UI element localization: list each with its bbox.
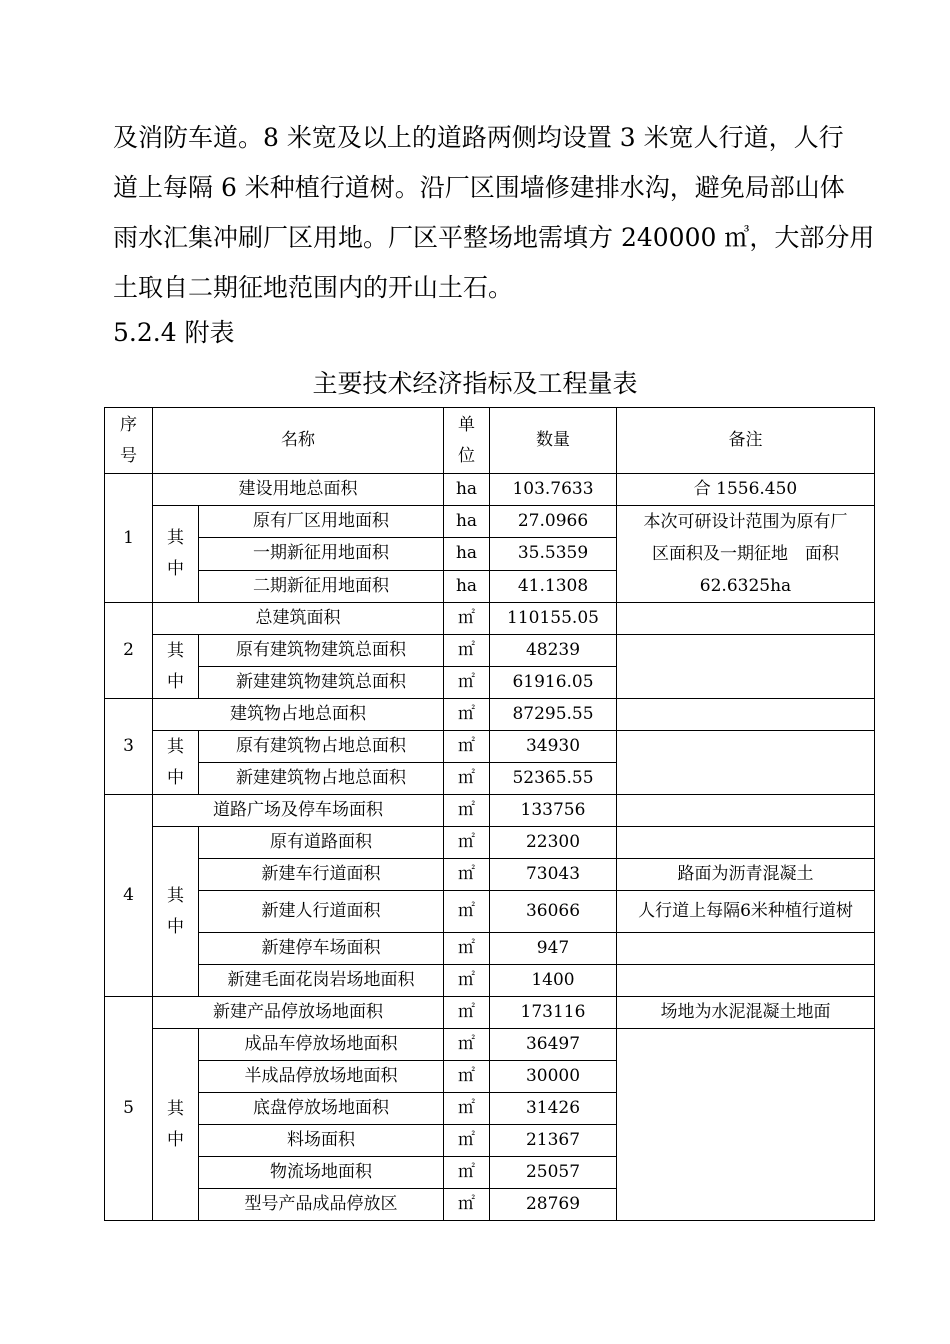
unit-cell: ㎡ — [444, 933, 490, 965]
note-cell — [617, 731, 875, 795]
body-paragraph — [113, 113, 873, 313]
sub-item-name: 半成品停放场地面积 — [199, 1061, 444, 1093]
table-row — [105, 965, 875, 997]
qty-cell: 52365.55 — [490, 763, 617, 795]
sub-item-name: 新建毛面花岗岩场地面积 — [199, 965, 444, 997]
table-row — [105, 603, 875, 635]
qty-cell: 87295.55 — [490, 699, 617, 731]
qty-cell: 947 — [490, 933, 617, 965]
sub-item-name: 新建车行道面积 — [199, 859, 444, 891]
sub-item-name: 原有厂区用地面积 — [199, 506, 444, 538]
unit-cell: ha — [444, 474, 490, 506]
qty-cell: 35.5359 — [490, 538, 617, 570]
sub-item-name: 新建建筑物占地总面积 — [199, 763, 444, 795]
seq-cell: 4 — [105, 795, 153, 997]
table-row — [105, 827, 875, 859]
qizhong-cell: 其 中 — [153, 731, 199, 795]
unit-cell: ㎡ — [444, 1125, 490, 1157]
sub-item-name: 新建建筑物建筑总面积 — [199, 667, 444, 699]
item-name: 道路广场及停车场面积 — [153, 795, 444, 827]
header-seq: 序 号 — [105, 408, 153, 474]
unit-cell: ㎡ — [444, 667, 490, 699]
item-name: 建设用地总面积 — [153, 474, 444, 506]
unit-cell: ㎡ — [444, 1157, 490, 1189]
table-row — [105, 891, 875, 933]
table-row — [105, 933, 875, 965]
unit-cell: ㎡ — [444, 859, 490, 891]
qty-cell: 21367 — [490, 1125, 617, 1157]
qty-cell: 25057 — [490, 1157, 617, 1189]
sub-item-name: 成品车停放场地面积 — [199, 1029, 444, 1061]
qty-cell: 110155.05 — [490, 603, 617, 635]
unit-cell: ㎡ — [444, 795, 490, 827]
paragraph-line: 雨水汇集冲刷厂区用地。厂区平整场地需填方 240000 ㎥，大部分用 — [113, 223, 875, 252]
qty-cell: 36066 — [490, 891, 617, 933]
header-unit: 单 位 — [444, 408, 490, 474]
sub-item-name: 型号产品成品停放区 — [199, 1189, 444, 1221]
section-heading: 5.2.4 附表 — [113, 318, 235, 347]
unit-cell: ㎡ — [444, 1029, 490, 1061]
note-cell — [617, 635, 875, 699]
table-row — [105, 699, 875, 731]
qty-cell: 1400 — [490, 965, 617, 997]
table-row — [105, 506, 875, 538]
paragraph-line: 道上每隔 6 米种植行道树。沿厂区围墙修建排水沟，避免局部山体 — [113, 173, 845, 202]
note-cell: 本次可研设计范围为原有厂 区面积及一期征地 面积 62.6325ha — [617, 506, 875, 603]
qizhong-cell: 其 中 — [153, 506, 199, 603]
header-note: 备注 — [617, 408, 875, 474]
sub-item-name: 物流场地面积 — [199, 1157, 444, 1189]
qizhong-cell: 其 中 — [153, 827, 199, 997]
seq-cell: 3 — [105, 699, 153, 795]
note-cell: 路面为沥青混凝土 — [617, 859, 875, 891]
note-cell: 场地为水泥混凝土地面 — [617, 997, 875, 1029]
sub-item-name: 底盘停放场地面积 — [199, 1093, 444, 1125]
unit-cell: ㎡ — [444, 763, 490, 795]
table-header-row — [105, 408, 875, 474]
seq-cell: 5 — [105, 997, 153, 1221]
table-row — [105, 795, 875, 827]
note-cell — [617, 603, 875, 635]
note-cell — [617, 965, 875, 997]
sub-item-name: 新建人行道面积 — [199, 891, 444, 933]
note-cell — [617, 699, 875, 731]
unit-cell: ㎡ — [444, 827, 490, 859]
qty-cell: 41.1308 — [490, 570, 617, 602]
note-cell: 人行道上每隔6米种植行道树 — [617, 891, 875, 933]
qty-cell: 34930 — [490, 731, 617, 763]
sub-item-name: 二期新征用地面积 — [199, 570, 444, 602]
unit-cell: ㎡ — [444, 1093, 490, 1125]
qty-cell: 48239 — [490, 635, 617, 667]
qty-cell: 31426 — [490, 1093, 617, 1125]
table-row — [105, 474, 875, 506]
item-name: 总建筑面积 — [153, 603, 444, 635]
unit-cell: ㎡ — [444, 997, 490, 1029]
table-row — [105, 635, 875, 667]
qty-cell: 61916.05 — [490, 667, 617, 699]
indicator-table — [104, 407, 875, 1221]
header-name: 名称 — [153, 408, 444, 474]
note-cell — [617, 1029, 875, 1221]
qizhong-cell: 其 中 — [153, 635, 199, 699]
sub-item-name: 原有建筑物占地总面积 — [199, 731, 444, 763]
note-cell — [617, 795, 875, 827]
qty-cell: 103.7633 — [490, 474, 617, 506]
qty-cell: 36497 — [490, 1029, 617, 1061]
paragraph-line: 土取自二期征地范围内的开山土石。 — [113, 273, 514, 302]
unit-cell: ㎡ — [444, 699, 490, 731]
unit-cell: ㎡ — [444, 965, 490, 997]
table-row — [105, 1029, 875, 1061]
qizhong-cell: 其 中 — [153, 1029, 199, 1221]
unit-cell: ha — [444, 538, 490, 570]
qty-cell: 28769 — [490, 1189, 617, 1221]
table-row — [105, 859, 875, 891]
unit-cell: ㎡ — [444, 603, 490, 635]
sub-item-name: 新建停车场面积 — [199, 933, 444, 965]
item-name: 新建产品停放场地面积 — [153, 997, 444, 1029]
unit-cell: ha — [444, 570, 490, 602]
note-cell — [617, 933, 875, 965]
unit-cell: ha — [444, 506, 490, 538]
seq-cell: 2 — [105, 603, 153, 699]
sub-item-name: 原有建筑物建筑总面积 — [199, 635, 444, 667]
sub-item-name: 料场面积 — [199, 1125, 444, 1157]
sub-item-name: 原有道路面积 — [199, 827, 444, 859]
qty-cell: 73043 — [490, 859, 617, 891]
note-cell: 合 1556.450 — [617, 474, 875, 506]
unit-cell: ㎡ — [444, 1061, 490, 1093]
note-cell — [617, 827, 875, 859]
qty-cell: 27.0966 — [490, 506, 617, 538]
unit-cell: ㎡ — [444, 1189, 490, 1221]
unit-cell: ㎡ — [444, 891, 490, 933]
item-name: 建筑物占地总面积 — [153, 699, 444, 731]
sub-item-name: 一期新征用地面积 — [199, 538, 444, 570]
qty-cell: 22300 — [490, 827, 617, 859]
table-title: 主要技术经济指标及工程量表 — [312, 369, 638, 398]
table-row — [105, 997, 875, 1029]
unit-cell: ㎡ — [444, 731, 490, 763]
qty-cell: 173116 — [490, 997, 617, 1029]
unit-cell: ㎡ — [444, 635, 490, 667]
table-row — [105, 731, 875, 763]
qty-cell: 30000 — [490, 1061, 617, 1093]
seq-cell: 1 — [105, 474, 153, 603]
qty-cell: 133756 — [490, 795, 617, 827]
header-qty: 数量 — [490, 408, 617, 474]
paragraph-line: 及消防车道。8 米宽及以上的道路两侧均设置 3 米宽人行道，人行 — [113, 123, 844, 152]
